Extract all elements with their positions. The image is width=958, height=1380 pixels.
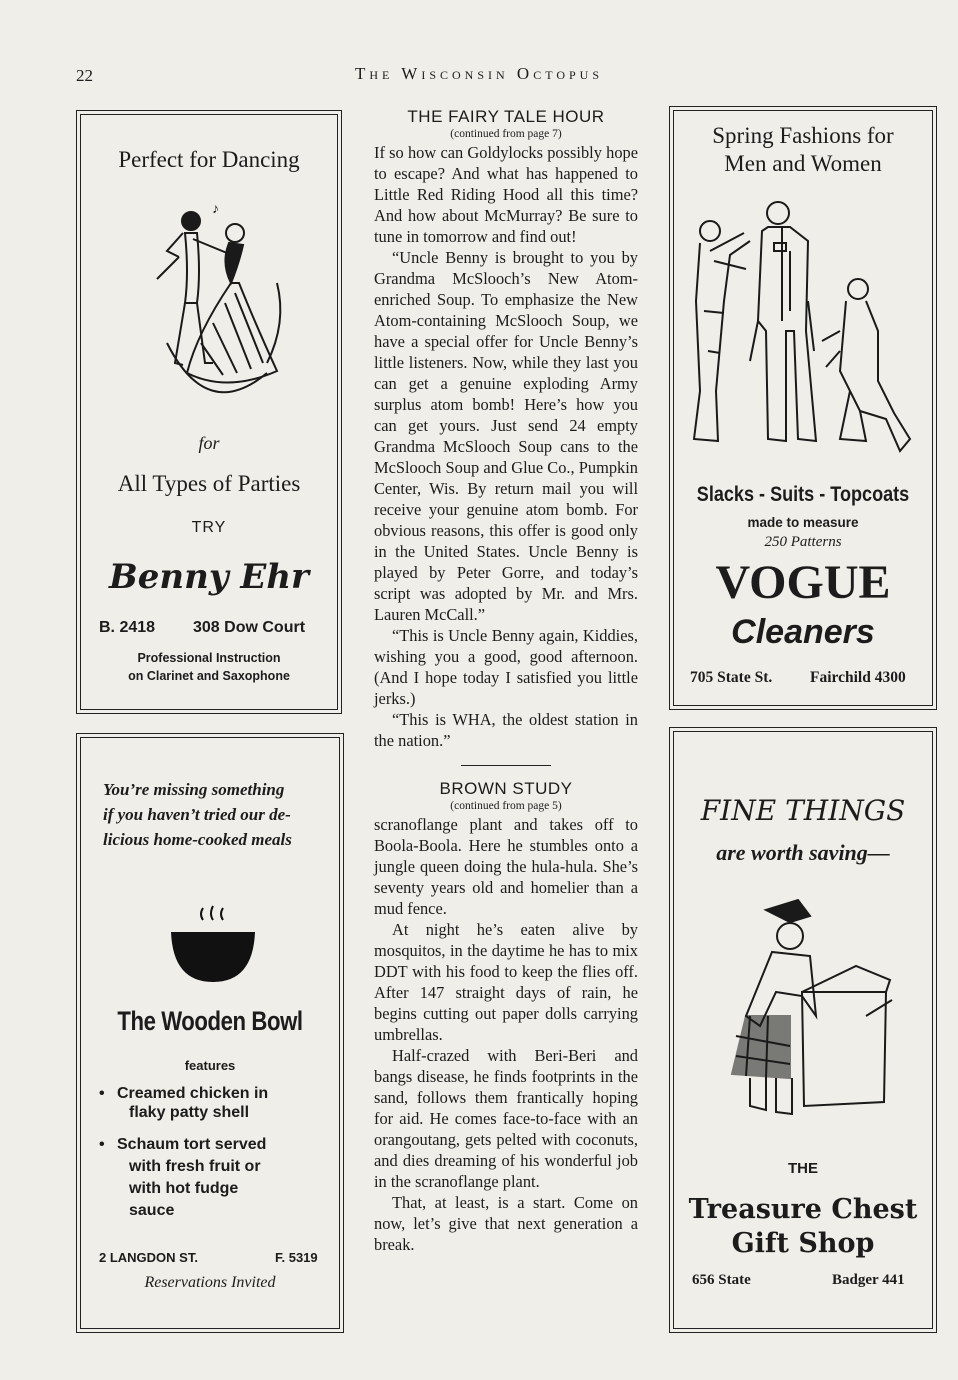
menu-item-1: • Creamed chicken in flaky patty shell bbox=[99, 1085, 269, 1121]
running-title: The Wisconsin Octopus bbox=[354, 64, 604, 83]
ad-address: 656 State bbox=[692, 1272, 751, 1288]
ad-address: 2 LANGDON ST. bbox=[99, 1250, 198, 1265]
ad-footer: Reservations Invited bbox=[144, 1274, 276, 1291]
ad-made: made to measure bbox=[747, 515, 859, 530]
scotsman-chest-illustration bbox=[706, 896, 896, 1132]
ad-headline-1: FINE THINGS bbox=[700, 794, 906, 827]
ad-headline-1: Spring Fashions for bbox=[712, 123, 894, 148]
ad-subhead: All Types of Parties bbox=[117, 471, 301, 496]
page-number: 22 bbox=[76, 66, 93, 85]
ad-headline-2: are worth saving— bbox=[716, 840, 890, 865]
menu-item-2: • Schaum tort served with fresh fruit or with hot fudge sauce bbox=[99, 1136, 267, 1219]
ad-tagline-2: if you haven’t tried our de- bbox=[103, 805, 291, 824]
ad-name: VOGUE bbox=[715, 556, 891, 609]
ad-address: 705 State St. bbox=[690, 669, 773, 686]
article-paragraph: At night he’s eaten alive by mosquitos, in the daytime he has to mix DDT with his food to keep the flies off. After 147 straight days of rain, he begins cutting out paper dolls carrying umbrellas. bbox=[374, 920, 638, 1044]
ad-name-1: Treasure Chest bbox=[688, 1194, 918, 1225]
ad-address: 308 Dow Court bbox=[193, 619, 306, 636]
ad-benny-ehr bbox=[76, 110, 342, 714]
ad-phone: Badger 441 bbox=[832, 1272, 905, 1288]
ad-phone: B. 2418 bbox=[99, 619, 156, 636]
ad-name-2: Gift Shop bbox=[731, 1228, 875, 1259]
ad-features: features bbox=[184, 1058, 236, 1073]
ad-items: Slacks - Suits - Topcoats bbox=[696, 483, 910, 506]
article-paragraph: “This is Uncle Benny again, Kiddies, wishing you a good, good afternoon. (And I hope today I satisfied you little jerks.) bbox=[374, 626, 638, 708]
ad-for: for bbox=[198, 433, 220, 453]
ad-vogue-cleaners bbox=[669, 106, 937, 710]
article-paragraph: If so how can Goldylocks possibly hope to escape? And what has happened to Little Red Riding Hood all this time? And how about McMurray? Be sure to tune in tomorrow and find out! bbox=[374, 143, 638, 246]
article-continued: (continued from page 7) bbox=[450, 128, 562, 140]
ad-try: TRY bbox=[191, 519, 227, 536]
ad-treasure-chest bbox=[669, 727, 937, 1333]
article-paragraph: “This is WHA, the oldest station in the nation.” bbox=[374, 710, 638, 750]
article-paragraph: “Uncle Benny is brought to you by Grandma McSlooch’s New Atom-enriched Soup. To emphasize the New Atom-containing McSlooch Soup, we have a special offer for Uncle Benny’s little listeners. Now, while they last you can get a genuine exploding Army surplus atom bomb! Here’s how you can get yours. Just send 24 empty Grandma McSlooch Soup cans to the McSlooch Soup and Glue Co., Pumpkin Center, Wis. By return mail you will receive your genuine atom bomb. For obvious reasons, this offer is good only in the United States. Uncle Benny is played by Peter Gorre, and today’s script was adopted by Mr. and Mrs. Lauren McCall.” bbox=[374, 248, 638, 624]
ad-patterns: 250 Patterns bbox=[764, 534, 842, 550]
ad-headline-2: Men and Women bbox=[724, 151, 882, 176]
ad-name-2: Cleaners bbox=[731, 613, 875, 651]
ad-line2: on Clarinet and Saxophone bbox=[128, 669, 290, 683]
ad-tagline-3: licious home-cooked meals bbox=[103, 830, 292, 849]
article-paragraph: That, at least, is a start. Come on now, let’s give that next generation a break. bbox=[374, 1193, 638, 1254]
ad-line1: Professional Instruction bbox=[137, 651, 281, 665]
article-paragraph: scranoflange plant and takes off to Boola-Boola. Here he stumbles onto a jungle queen doing the hula-hula. She’s seventy years old and homelier than a mud fence. bbox=[374, 815, 638, 918]
ad-tagline-1: You’re missing something bbox=[103, 780, 285, 799]
article-title: BROWN STUDY bbox=[439, 779, 573, 798]
ad-signature: Benny Ehr bbox=[109, 557, 309, 597]
svg-text:♪: ♪ bbox=[212, 202, 219, 217]
ad-phone: F. 5319 bbox=[275, 1250, 318, 1265]
dancing-couple-illustration bbox=[127, 193, 293, 423]
article-title: THE FAIRY TALE HOUR bbox=[407, 107, 605, 126]
ad-the: THE bbox=[788, 1160, 818, 1177]
article-paragraph: Half-crazed with Beri-Beri and bangs disease, he finds footprints in the sand, follows them frantically hoping for aid. He comes face-to-face with an orangoutang, gets pelted with coconuts, and dies dreaming of his wonderful job in the scranoflange plant. bbox=[374, 1046, 638, 1191]
ad-headline: Perfect for Dancing bbox=[118, 147, 300, 172]
divider bbox=[461, 765, 551, 766]
article-continued: (continued from page 5) bbox=[450, 800, 562, 812]
tailor-fitting-illustration bbox=[690, 191, 918, 467]
article-column bbox=[374, 106, 638, 1255]
ad-phone: Fairchild 4300 bbox=[810, 669, 906, 686]
ad-name: The Wooden Bowl bbox=[117, 1006, 303, 1036]
bowl-icon bbox=[167, 904, 259, 986]
ad-wooden-bowl bbox=[76, 733, 344, 1333]
